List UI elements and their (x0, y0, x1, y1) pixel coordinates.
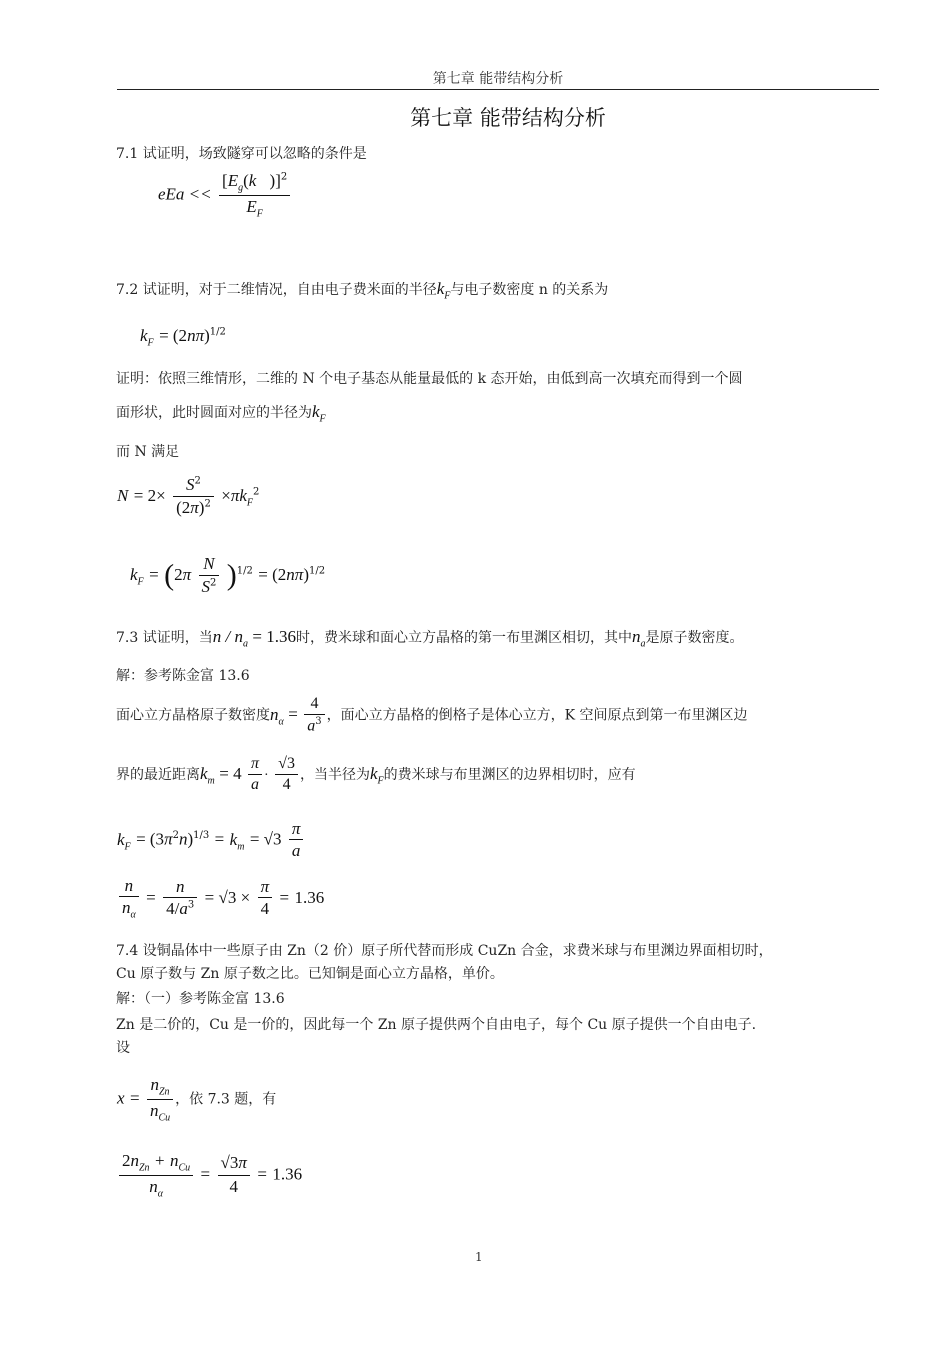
equation-7-3-result: 1.36 (294, 887, 325, 907)
proof-7-2-line1: 证明：依照三维情形，二维的 N 个电子基态从能量最低的 k 态开始，由低到高一次填充而得到一个圆 (116, 371, 743, 387)
chapter-title: 第七章 能带结构分析 (410, 106, 606, 130)
problem-7-3-statement-b: 时，费米球和面心立方晶格的第一布里渊区相切，其中 (296, 630, 632, 646)
proof-7-2-line2: 面形状，此时圆面对应的半径为$k_F$ (116, 402, 326, 425)
solution-7-3-line1-a: 面心立方晶格原子数密度 (116, 707, 270, 724)
problem-7-4-line1: 7.4 设铜晶体中一些原子由 Zn（2 价）原子所代替而形成 CuZn 合金，求费米球与布里渊边界面相切时， (116, 943, 773, 959)
solution-7-3-line2-c: 的费米球与布里渊区的边界相切时，应有 (383, 767, 636, 783)
solution-7-4-line4: 设 (116, 1040, 130, 1056)
equation-7-1-fraction: $\frac{[E_g(k⃗)]^2}{E_F}$ (219, 170, 290, 220)
equation-7-2-result: $k_F = (2\pi$ $\frac{N}{S^2}$ )$^{1/2} = (2n\pi)^{1/2}$ (130, 554, 326, 597)
problem-7-3-value: = 1.36 (252, 627, 296, 646)
solution-7-3-line1: 面心立方晶格原子数密度$n_\alpha$ = $\frac{4}{a^3}$ ，面心立方晶格的倒格子是体心立方，K 空间原点到第一布里渊区边 (116, 695, 748, 735)
running-header: 第七章 能带结构分析 (432, 71, 564, 87)
problem-7-2-statement: 7.2 试证明，对于二维情况，自由电子费米面的半径$k_F$与电子数密度 n 的关系为 (116, 279, 609, 302)
problem-7-3-statement-c: 是原子数密度。 (645, 630, 744, 646)
equation-7-2-kf: $k_F = (2n\pi)^{1/2}$ (140, 326, 226, 349)
solution-7-3-line2-b: ，当半径为 (299, 767, 370, 783)
equation-7-4-note: ，依 7.3 题，有 (175, 1091, 277, 1108)
proof-7-2-n-satisfies: 而 N 满足 (116, 444, 180, 460)
equation-7-4-x: x = $\frac{n_{Zn}}{n_{Cu}}$ ，依 7.3 题，有 (117, 1075, 277, 1124)
problem-7-2-statement-b: 与电子数密度 n 的关系为 (450, 282, 609, 298)
solution-7-4-line3: Zn 是二价的，Cu 是一价的，因此每一个 Zn 原子提供两个自由电子，每个 Cu 原子提供一个自由电子. (116, 1017, 757, 1033)
equation-7-4-ratio: $\frac{2n_{Zn} + n_{Cu}}{n_\alpha}$ = $\frac{√3\pi}{4}$ = 1.36 (117, 1150, 302, 1200)
solution-7-3-line1-b: ，面心立方晶格的倒格子是体心立方，K 空间原点到第一布里渊区边 (326, 707, 748, 724)
solution-7-4-ref: 解：（一）参考陈金富 13.6 (116, 991, 285, 1007)
proof-7-2-line2-text: 面形状，此时圆面对应的半径为 (116, 405, 312, 421)
equation-7-1-lhs: eEa << (158, 184, 212, 204)
problem-7-1-statement: 7.1 试证明，场致隧穿可以忽略的条件是 (116, 146, 367, 162)
equation-7-3-kf: $k_F = (3\pi^2n)^{1/3} = k_m = √3$ $\frac{\pi}{a}$ (117, 818, 305, 862)
header-rule (117, 89, 879, 90)
solution-7-3-line2: 界的最近距离$k_m = 4$ $\frac{\pi}{a}$ · $\frac{√3}{4}$ ，当半径为$k_F$的费米球与布里渊区的边界相切时，应有 (116, 755, 636, 794)
equation-7-2-N: N = 2× $\frac{S^2}{(2\pi)^2}$ $\times\pi k_F^2$ (117, 475, 260, 518)
problem-7-3-statement-a: 7.3 试证明，当 (116, 630, 213, 646)
solution-7-3-ref: 解：参考陈金富 13.6 (116, 668, 250, 684)
problem-7-4-line2: Cu 原子数与 Zn 原子数之比。已知铜是面心立方晶格，单价。 (116, 966, 504, 982)
equation-7-3-ratio: $\frac{n}{n_\alpha}$ = $\frac{n}{4/a^3}$ = √3 × $\frac{\pi}{4}$ = 1.36 (117, 875, 324, 922)
problem-7-3-statement: 7.3 试证明，当$n / n_a = 1.36$时，费米球和面心立方晶格的第一布里渊区相切，其中$n_a$是原子数密度。 (116, 627, 744, 650)
problem-7-2-statement-a: 7.2 试证明，对于二维情况，自由电子费米面的半径 (116, 282, 437, 298)
page-number: 1 (475, 1250, 483, 1264)
solution-7-3-line2-a: 界的最近距离 (116, 767, 200, 783)
equation-7-1 (158, 170, 292, 220)
equation-7-4-result: 1.36 (272, 1164, 303, 1184)
